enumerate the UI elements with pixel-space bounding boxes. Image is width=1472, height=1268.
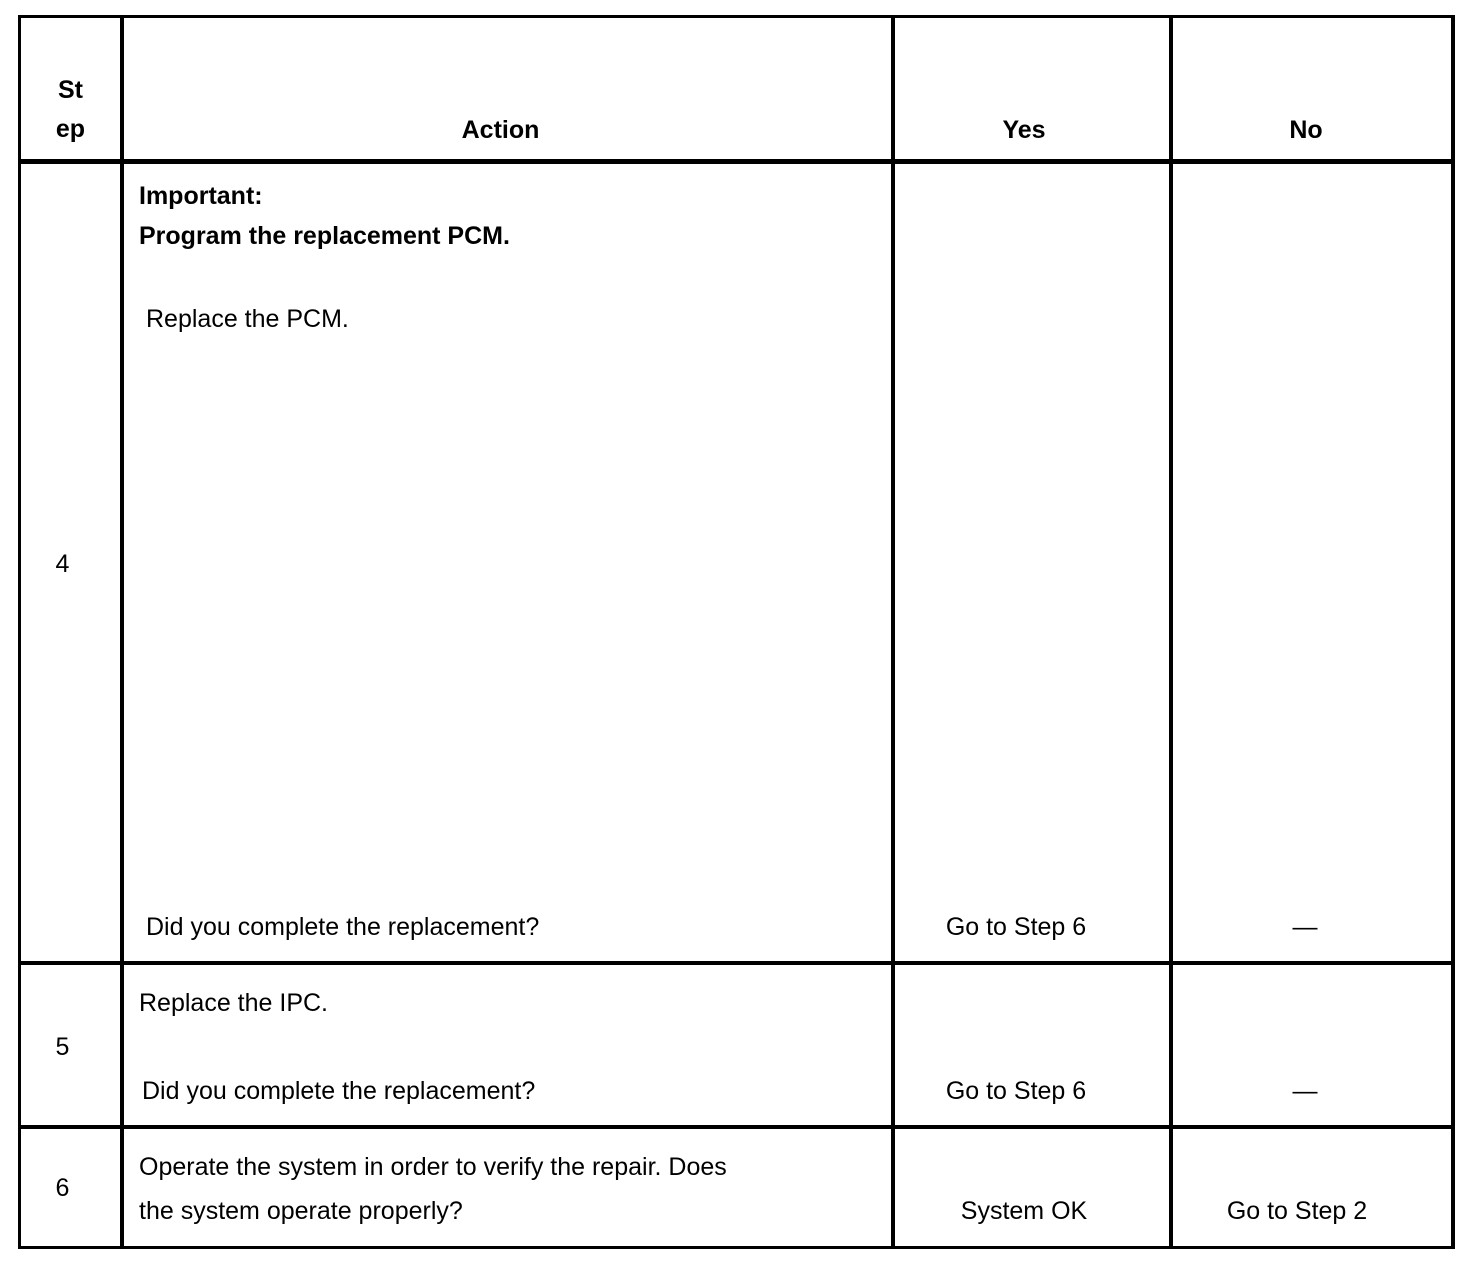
row-divider bbox=[18, 1125, 1455, 1129]
column-divider bbox=[120, 15, 124, 1249]
row-4-action: Replace the PCM. bbox=[146, 305, 349, 333]
table-top-border bbox=[18, 15, 1455, 18]
row-6-step: 6 bbox=[55, 1174, 70, 1202]
row-4-important-text: Program the replacement PCM. bbox=[139, 222, 510, 250]
row-6-no: Go to Step 2 bbox=[1226, 1197, 1368, 1225]
header-no: No bbox=[1289, 116, 1323, 144]
table-left-border bbox=[18, 15, 21, 1249]
column-divider bbox=[891, 15, 895, 1249]
row-6-action-line2: the system operate properly? bbox=[139, 1197, 463, 1225]
table-bottom-border bbox=[18, 1246, 1455, 1249]
row-4-no: — bbox=[1292, 913, 1318, 941]
header-bottom-border bbox=[18, 159, 1455, 164]
row-5-question: Did you complete the replacement? bbox=[142, 1077, 536, 1105]
row-5-no: — bbox=[1292, 1077, 1318, 1105]
row-5-yes: Go to Step 6 bbox=[945, 1077, 1087, 1105]
row-4-step: 4 bbox=[55, 550, 70, 578]
row-4-yes: Go to Step 6 bbox=[945, 913, 1087, 941]
header-yes: Yes bbox=[1002, 116, 1046, 144]
row-divider bbox=[18, 961, 1455, 965]
header-step-line1: St bbox=[58, 76, 83, 104]
row-4-important-label: Important: bbox=[139, 182, 263, 210]
table-right-border bbox=[1451, 15, 1455, 1249]
row-5-step: 5 bbox=[55, 1033, 70, 1061]
header-step bbox=[21, 76, 120, 143]
column-divider bbox=[1169, 15, 1173, 1249]
row-6-action-line1: Operate the system in order to verify the repair. Does bbox=[139, 1153, 727, 1181]
header-action: Action bbox=[461, 116, 540, 144]
row-4-question: Did you complete the replacement? bbox=[146, 913, 540, 941]
row-6-yes: System OK bbox=[960, 1197, 1088, 1225]
row-5-action: Replace the IPC. bbox=[139, 989, 328, 1017]
header-step-line2: ep bbox=[55, 115, 86, 143]
